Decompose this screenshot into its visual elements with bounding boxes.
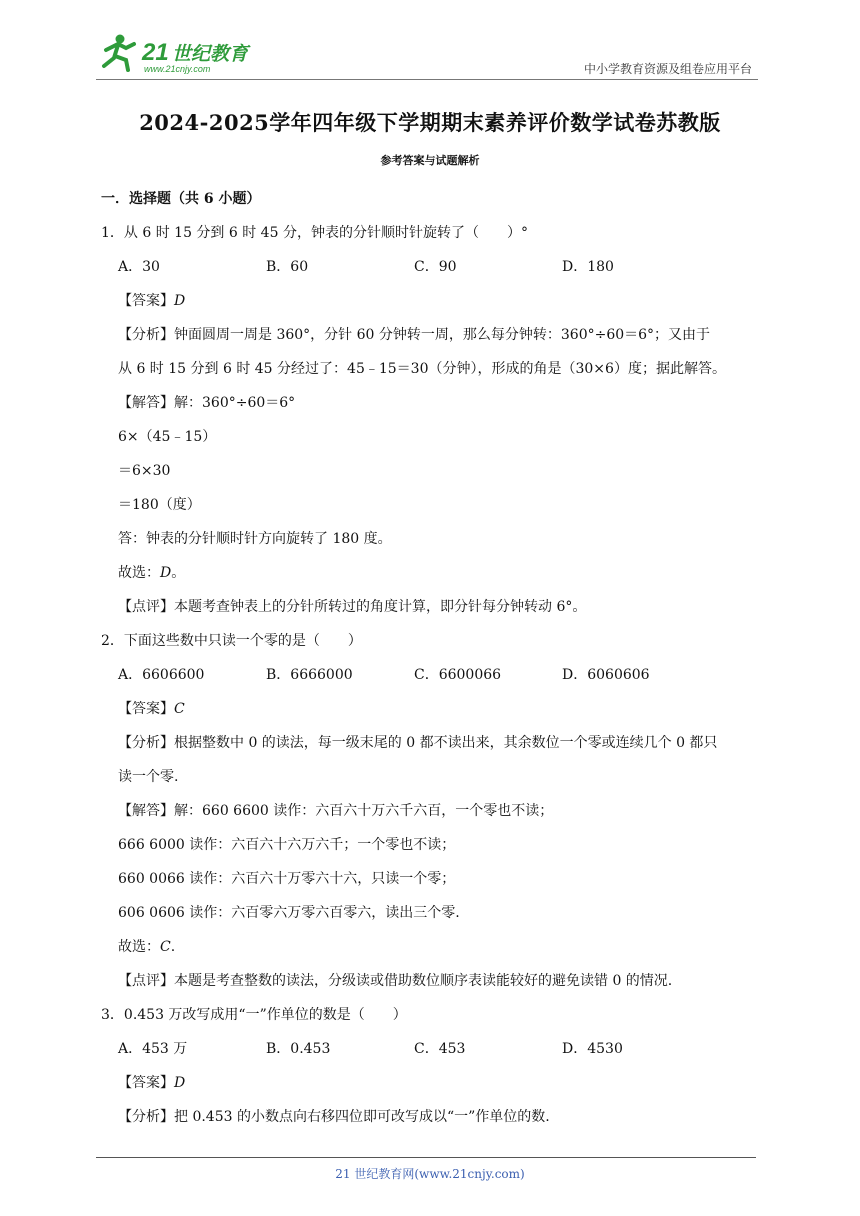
section-heading: 一．选择题（共 6 小题）	[101, 191, 261, 207]
option-a: A．6606600	[118, 667, 205, 683]
page-title: 2024-2025学年四年级下学期期末素养评价数学试卷苏教版	[139, 110, 721, 135]
option-d: D．180	[562, 259, 614, 275]
page-subtitle: 参考答案与试题解析	[380, 154, 480, 167]
option-c: C．453	[414, 1041, 466, 1057]
q1-solution-4: ＝180（度）	[118, 497, 201, 513]
platform-name: 中小学教育资源及组卷应用平台	[583, 62, 752, 76]
option-d: D．4530	[562, 1041, 623, 1057]
q1-solution-1: 【解答】解：360°÷60＝6°	[118, 395, 296, 411]
svg-text:世纪教育: 世纪教育	[172, 43, 249, 65]
page-header	[96, 30, 758, 80]
option-c: C．6600066	[414, 667, 502, 683]
document-body	[101, 182, 773, 1134]
q1-options	[101, 250, 773, 284]
runner-icon	[104, 35, 134, 71]
page-footer: 21 世纪教育网(www.21cnjy.com)	[335, 1167, 525, 1181]
option-b: B．60	[266, 259, 309, 275]
q2-analysis-1: 【分析】根据整数中 0 的读法，每一级末尾的 0 都不读出来，其余数位一个零或连续几个 0 都只	[118, 735, 718, 751]
q1-choose: 故选：D。	[118, 565, 186, 581]
q2-comment: 【点评】本题是考查整数的读法，分级读或借助数位顺序表读能较好的避免读错 0 的情况.	[118, 973, 673, 989]
option-a: A．453 万	[118, 1041, 188, 1057]
q3-answer: 【答案】D	[118, 1075, 186, 1091]
q2-solution-3: 660 0066 读作：六百六十万零六十六，只读一个零；	[118, 871, 456, 887]
q2-solution-4: 606 0606 读作：六百零六万零六百零六，读出三个零.	[118, 905, 460, 921]
q2-choose: 故选：C.	[118, 939, 176, 955]
q2-options	[101, 658, 773, 692]
q2-answer: 【答案】C	[118, 701, 185, 717]
option-b: B．0.453	[266, 1041, 331, 1057]
option-c: C．90	[414, 259, 457, 275]
q3-analysis-1: 【分析】把 0.453 的小数点向右移四位即可改写成以“一”作单位的数.	[118, 1109, 550, 1125]
q1-analysis-1: 【分析】钟面圆周一周是 360°，分针 60 分钟转一周，那么每分钟转：360°÷60＝6°；又由于	[118, 327, 711, 343]
q2-stem: 2．下面这些数中只读一个零的是（ ）	[101, 633, 362, 649]
q3-stem: 3．0.453 万改写成用“一”作单位的数是（ ）	[101, 1007, 407, 1023]
footer-divider	[96, 1157, 756, 1158]
q1-stem: 1．从 6 时 15 分到 6 时 45 分，钟表的分针顺时针旋转了（ ）°	[101, 225, 528, 241]
q1-solution-5: 答：钟表的分针顺时针方向旋转了 180 度。	[118, 531, 392, 547]
option-b: B．6666000	[266, 667, 353, 683]
logo-21cnjy	[96, 30, 266, 76]
q1-analysis-2: 从 6 时 15 分到 6 时 45 分经过了：45﹣15＝30（分钟），形成的角是（30×6）度；据此解答。	[118, 361, 726, 377]
option-d: D．6060606	[562, 667, 650, 683]
q1-solution-2: 6×（45﹣15）	[118, 429, 217, 445]
svg-text:www.21cnjy.com: www.21cnjy.com	[144, 64, 211, 74]
q3-options	[101, 1032, 773, 1066]
q2-solution-2: 666 6000 读作：六百六十六万六千；一个零也不读；	[118, 837, 456, 853]
q1-answer: 【答案】D	[118, 293, 186, 309]
q2-solution-1: 【解答】解：660 6600 读作：六百六十万六千六百，一个零也不读；	[118, 803, 554, 819]
option-a: A．30	[118, 259, 160, 275]
svg-text:21: 21	[142, 39, 169, 66]
header-divider	[96, 79, 758, 80]
q1-comment: 【点评】本题考查钟表上的分针所转过的角度计算，即分针每分钟转动 6°。	[118, 599, 587, 615]
q1-solution-3: ＝6×30	[118, 463, 171, 479]
q2-analysis-2: 读一个零.	[118, 769, 179, 785]
